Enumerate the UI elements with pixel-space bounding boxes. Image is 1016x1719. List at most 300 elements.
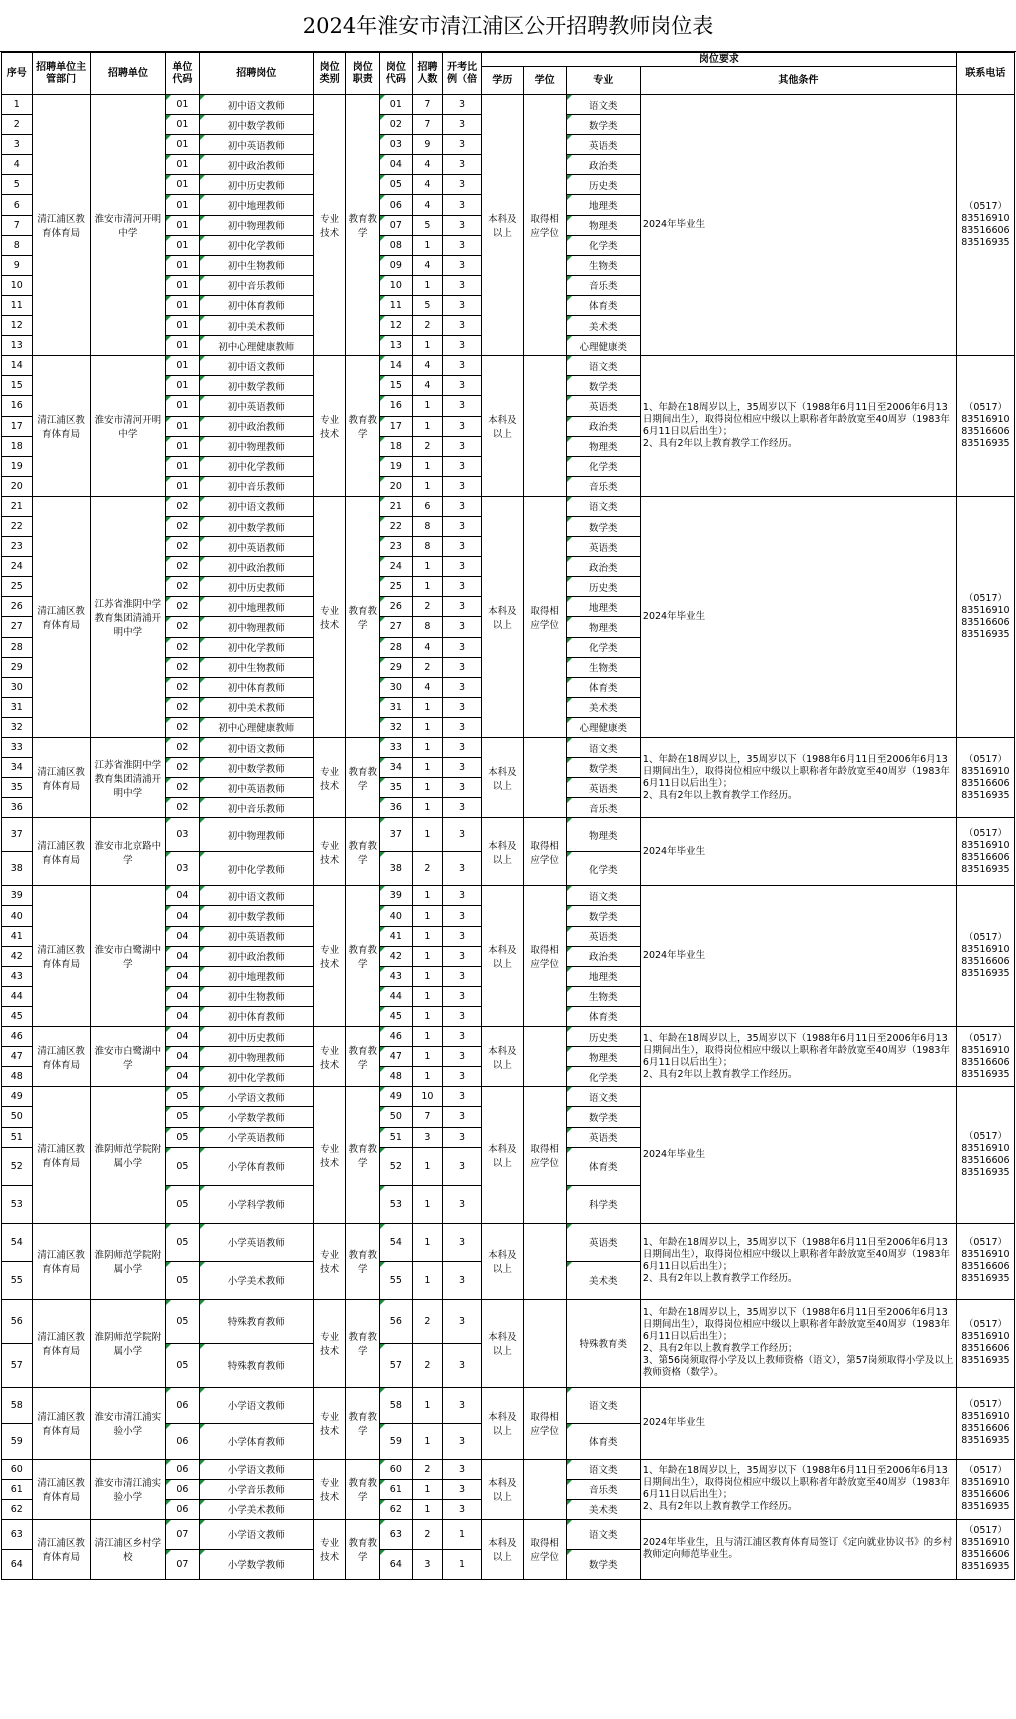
cell-post: 初中生物教师 — [199, 255, 313, 275]
cell-count: 1 — [412, 966, 443, 986]
cell-ratio: 3 — [443, 1027, 482, 1047]
cell-seq: 25 — [2, 577, 33, 597]
cell-count: 4 — [412, 195, 443, 215]
cell-unit-code: 01 — [166, 356, 200, 376]
cell-degree: 取得相应学位 — [523, 496, 566, 737]
cell-major: 化学类 — [566, 456, 640, 476]
cell-major: 历史类 — [566, 175, 640, 195]
cell-post: 小学音乐教师 — [199, 1479, 313, 1499]
cell-seq: 23 — [2, 537, 33, 557]
cell-unit-code: 04 — [166, 1067, 200, 1087]
cell-unit-code: 02 — [166, 577, 200, 597]
cell-dept: 清江浦区教育体育局 — [32, 818, 90, 886]
cell-post-code: 07 — [380, 215, 413, 235]
header-requirements: 岗位要求 — [481, 53, 956, 67]
cell-ratio: 3 — [443, 597, 482, 617]
cell-major: 美术类 — [566, 1499, 640, 1519]
cell-unit-code: 05 — [166, 1087, 200, 1107]
cell-dept: 清江浦区教育体育局 — [32, 356, 90, 497]
cell-unit-code: 01 — [166, 376, 200, 396]
cell-count: 1 — [412, 1261, 443, 1299]
cell-unit-code: 01 — [166, 336, 200, 356]
cell-count: 1 — [412, 986, 443, 1006]
cell-count: 1 — [412, 886, 443, 906]
cell-major: 英语类 — [566, 537, 640, 557]
cell-seq: 20 — [2, 476, 33, 496]
cell-major: 数学类 — [566, 906, 640, 926]
cell-unit-code: 05 — [166, 1127, 200, 1147]
cell-seq: 44 — [2, 986, 33, 1006]
cell-count: 3 — [412, 1549, 443, 1579]
cell-unit-code: 02 — [166, 778, 200, 798]
cell-other: 1、年龄在18周岁以上，35周岁以下（1988年6月11日至2006年6月13日期间出生），取得岗位相应中级以上职称者年龄放宽至40周岁（1983年6月11日以后出生）； 2、具有2年以上教育教学工作经历； 3、第56岗须取得小学及以上教师资格（语文），第57岗须取得小学及以上教师资格（数学）。 — [640, 1299, 956, 1387]
cell-edu: 本科及以上 — [481, 95, 523, 356]
cell-post-code: 46 — [380, 1027, 413, 1047]
cell-seq: 32 — [2, 717, 33, 737]
cell-dept: 清江浦区教育体育局 — [32, 738, 90, 818]
cell-count: 4 — [412, 255, 443, 275]
cell-unit: 淮阴师范学院附属小学 — [90, 1087, 165, 1223]
cell-post: 小学英语教师 — [199, 1223, 313, 1261]
cell-post: 初中语文教师 — [199, 738, 313, 758]
cell-count: 2 — [412, 1299, 443, 1343]
cell-post-code: 19 — [380, 456, 413, 476]
cell-count: 8 — [412, 537, 443, 557]
cell-dept: 清江浦区教育体育局 — [32, 1299, 90, 1387]
cell-count: 1 — [412, 456, 443, 476]
cell-post-code: 60 — [380, 1459, 413, 1479]
cell-unit: 淮安市白鹭湖中学 — [90, 886, 165, 1027]
cell-major: 英语类 — [566, 778, 640, 798]
cell-seq: 4 — [2, 155, 33, 175]
cell-post: 初中语文教师 — [199, 95, 313, 115]
cell-count: 2 — [412, 657, 443, 677]
cell-major: 政治类 — [566, 155, 640, 175]
cell-phone: （0517） 83516910 83516606 83516935 — [956, 1027, 1014, 1087]
cell-unit-code: 06 — [166, 1423, 200, 1459]
cell-dept: 清江浦区教育体育局 — [32, 95, 90, 356]
cell-edu: 本科及以上 — [481, 496, 523, 737]
header-category: 岗位类别 — [313, 53, 346, 95]
cell-ratio: 3 — [443, 717, 482, 737]
cell-count: 4 — [412, 677, 443, 697]
cell-ratio: 1 — [443, 1519, 482, 1549]
cell-post-code: 55 — [380, 1261, 413, 1299]
cell-phone: （0517） 83516910 83516606 83516935 — [956, 1087, 1014, 1223]
cell-edu: 本科及以上 — [481, 1459, 523, 1519]
cell-post: 初中体育教师 — [199, 677, 313, 697]
cell-major: 英语类 — [566, 396, 640, 416]
cell-seq: 35 — [2, 778, 33, 798]
cell-unit-code: 01 — [166, 416, 200, 436]
cell-post-code: 64 — [380, 1549, 413, 1579]
cell-count: 5 — [412, 215, 443, 235]
cell-post: 初中物理教师 — [199, 617, 313, 637]
cell-major: 体育类 — [566, 677, 640, 697]
cell-dept: 清江浦区教育体育局 — [32, 886, 90, 1027]
cell-seq: 17 — [2, 416, 33, 436]
cell-post-code: 44 — [380, 986, 413, 1006]
cell-count: 8 — [412, 516, 443, 536]
cell-ratio: 3 — [443, 1499, 482, 1519]
cell-post: 初中政治教师 — [199, 416, 313, 436]
cell-post: 初中体育教师 — [199, 1006, 313, 1026]
header-unit-code: 单位代码 — [166, 53, 200, 95]
cell-duty: 教育教学 — [346, 1387, 380, 1459]
cell-category: 专业技术 — [313, 496, 346, 737]
cell-unit-code: 05 — [166, 1223, 200, 1261]
cell-major: 美术类 — [566, 1261, 640, 1299]
cell-count: 1 — [412, 697, 443, 717]
cell-post-code: 33 — [380, 738, 413, 758]
cell-edu: 本科及以上 — [481, 1387, 523, 1459]
cell-count: 2 — [412, 316, 443, 336]
cell-degree: 取得相应学位 — [523, 818, 566, 886]
cell-ratio: 3 — [443, 818, 482, 852]
cell-post-code: 52 — [380, 1147, 413, 1185]
cell-ratio: 3 — [443, 1127, 482, 1147]
cell-count: 2 — [412, 436, 443, 456]
cell-unit-code: 04 — [166, 946, 200, 966]
cell-seq: 24 — [2, 557, 33, 577]
cell-seq: 33 — [2, 738, 33, 758]
cell-post-code: 12 — [380, 316, 413, 336]
cell-major: 美术类 — [566, 697, 640, 717]
cell-major: 语文类 — [566, 886, 640, 906]
cell-post-code: 08 — [380, 235, 413, 255]
cell-ratio: 3 — [443, 557, 482, 577]
cell-duty: 教育教学 — [346, 95, 380, 356]
cell-post-code: 17 — [380, 416, 413, 436]
cell-post: 初中心理健康教师 — [199, 717, 313, 737]
cell-post: 初中数学教师 — [199, 758, 313, 778]
cell-count: 7 — [412, 1107, 443, 1127]
cell-post: 特殊教育教师 — [199, 1343, 313, 1387]
cell-other: 1、年龄在18周岁以上，35周岁以下（1988年6月11日至2006年6月13日期间出生），取得岗位相应中级以上职称者年龄放宽至40周岁（1983年6月11日以后出生）； 2、具有2年以上教育教学工作经历。 — [640, 1223, 956, 1299]
cell-count: 1 — [412, 926, 443, 946]
cell-ratio: 3 — [443, 986, 482, 1006]
table-row — [2, 1387, 1015, 1423]
cell-unit-code: 01 — [166, 115, 200, 135]
cell-edu: 本科及以上 — [481, 738, 523, 818]
cell-unit-code: 04 — [166, 986, 200, 1006]
cell-count: 4 — [412, 356, 443, 376]
cell-ratio: 3 — [443, 657, 482, 677]
cell-seq: 10 — [2, 275, 33, 295]
cell-seq: 42 — [2, 946, 33, 966]
cell-count: 1 — [412, 1147, 443, 1185]
cell-ratio: 3 — [443, 295, 482, 315]
cell-post-code: 58 — [380, 1387, 413, 1423]
cell-major: 体育类 — [566, 1006, 640, 1026]
cell-ratio: 3 — [443, 577, 482, 597]
cell-dept: 清江浦区教育体育局 — [32, 496, 90, 737]
cell-post: 初中物理教师 — [199, 436, 313, 456]
cell-post: 小学语文教师 — [199, 1459, 313, 1479]
cell-post-code: 30 — [380, 677, 413, 697]
cell-unit-code: 01 — [166, 396, 200, 416]
cell-count: 1 — [412, 235, 443, 255]
cell-ratio: 3 — [443, 946, 482, 966]
cell-seq: 30 — [2, 677, 33, 697]
cell-count: 7 — [412, 115, 443, 135]
cell-ratio: 3 — [443, 1185, 482, 1223]
cell-post-code: 15 — [380, 376, 413, 396]
cell-post: 初中生物教师 — [199, 986, 313, 1006]
cell-post-code: 16 — [380, 396, 413, 416]
cell-post-code: 51 — [380, 1127, 413, 1147]
cell-major: 地理类 — [566, 195, 640, 215]
cell-count: 1 — [412, 557, 443, 577]
cell-post-code: 50 — [380, 1107, 413, 1127]
cell-dept: 清江浦区教育体育局 — [32, 1027, 90, 1087]
cell-edu: 本科及以上 — [481, 1223, 523, 1299]
cell-ratio: 3 — [443, 235, 482, 255]
cell-post-code: 14 — [380, 356, 413, 376]
table-row — [2, 1087, 1015, 1107]
cell-ratio: 3 — [443, 1299, 482, 1343]
cell-duty: 教育教学 — [346, 738, 380, 818]
cell-other: 2024年毕业生 — [640, 1387, 956, 1459]
cell-count: 1 — [412, 1047, 443, 1067]
cell-unit: 淮安市白鹭湖中学 — [90, 1027, 165, 1087]
cell-unit-code: 04 — [166, 926, 200, 946]
cell-post-code: 34 — [380, 758, 413, 778]
cell-count: 1 — [412, 738, 443, 758]
cell-count: 1 — [412, 577, 443, 597]
cell-ratio: 3 — [443, 738, 482, 758]
cell-ratio: 3 — [443, 677, 482, 697]
cell-unit-code: 06 — [166, 1499, 200, 1519]
cell-ratio: 3 — [443, 135, 482, 155]
cell-major: 体育类 — [566, 1147, 640, 1185]
cell-count: 8 — [412, 617, 443, 637]
cell-ratio: 3 — [443, 115, 482, 135]
cell-category: 专业技术 — [313, 886, 346, 1027]
cell-post: 初中化学教师 — [199, 235, 313, 255]
cell-unit-code: 02 — [166, 537, 200, 557]
table-row — [2, 95, 1015, 115]
cell-seq: 1 — [2, 95, 33, 115]
cell-major: 政治类 — [566, 946, 640, 966]
cell-major: 地理类 — [566, 966, 640, 986]
cell-post-code: 22 — [380, 516, 413, 536]
cell-unit: 淮阴师范学院附属小学 — [90, 1223, 165, 1299]
cell-count: 2 — [412, 1343, 443, 1387]
cell-unit-code: 01 — [166, 476, 200, 496]
cell-post-code: 62 — [380, 1499, 413, 1519]
header-phone: 联系电话 — [956, 53, 1014, 95]
cell-post: 小学语文教师 — [199, 1087, 313, 1107]
cell-post-code: 03 — [380, 135, 413, 155]
cell-post: 初中化学教师 — [199, 852, 313, 886]
cell-major: 美术类 — [566, 316, 640, 336]
cell-post: 初中音乐教师 — [199, 798, 313, 818]
table-row — [2, 738, 1015, 758]
cell-phone: （0517） 83516910 83516606 83516935 — [956, 738, 1014, 818]
cell-degree: 取得相应学位 — [523, 95, 566, 356]
cell-unit: 江苏省淮阴中学教育集团清浦开明中学 — [90, 496, 165, 737]
cell-dept: 清江浦区教育体育局 — [32, 1087, 90, 1223]
cell-major: 化学类 — [566, 235, 640, 255]
cell-major: 化学类 — [566, 637, 640, 657]
cell-count: 1 — [412, 818, 443, 852]
cell-duty: 教育教学 — [346, 1027, 380, 1087]
cell-duty: 教育教学 — [346, 1299, 380, 1387]
cell-count: 4 — [412, 155, 443, 175]
cell-ratio: 3 — [443, 537, 482, 557]
cell-category: 专业技术 — [313, 818, 346, 886]
cell-count: 1 — [412, 1006, 443, 1026]
cell-post-code: 39 — [380, 886, 413, 906]
cell-count: 2 — [412, 1459, 443, 1479]
cell-post: 初中心理健康教师 — [199, 336, 313, 356]
cell-post: 初中地理教师 — [199, 966, 313, 986]
cell-post-code: 45 — [380, 1006, 413, 1026]
cell-post: 初中物理教师 — [199, 1047, 313, 1067]
cell-major: 语文类 — [566, 1459, 640, 1479]
cell-seq: 3 — [2, 135, 33, 155]
cell-ratio: 3 — [443, 1343, 482, 1387]
cell-count: 1 — [412, 416, 443, 436]
cell-unit: 淮安市清江浦实验小学 — [90, 1459, 165, 1519]
cell-count: 4 — [412, 175, 443, 195]
cell-ratio: 3 — [443, 356, 482, 376]
cell-post: 初中历史教师 — [199, 577, 313, 597]
cell-ratio: 3 — [443, 886, 482, 906]
cell-seq: 61 — [2, 1479, 33, 1499]
cell-unit-code: 07 — [166, 1519, 200, 1549]
cell-post: 初中化学教师 — [199, 1067, 313, 1087]
cell-unit-code: 02 — [166, 758, 200, 778]
header-post: 招聘岗位 — [199, 53, 313, 95]
cell-ratio: 3 — [443, 456, 482, 476]
cell-unit-code: 01 — [166, 155, 200, 175]
cell-major: 特殊教育类 — [566, 1299, 640, 1387]
cell-degree: 取得相应学位 — [523, 886, 566, 1027]
cell-seq: 63 — [2, 1519, 33, 1549]
cell-major: 化学类 — [566, 852, 640, 886]
cell-degree — [523, 1027, 566, 1087]
cell-post: 初中英语教师 — [199, 396, 313, 416]
cell-unit-code: 02 — [166, 697, 200, 717]
cell-unit-code: 02 — [166, 637, 200, 657]
cell-degree: 取得相应学位 — [523, 1387, 566, 1459]
table-row — [2, 1223, 1015, 1261]
cell-phone: （0517） 83516910 83516606 83516935 — [956, 1299, 1014, 1387]
cell-post: 初中数学教师 — [199, 516, 313, 536]
cell-post-code: 53 — [380, 1185, 413, 1223]
cell-unit-code: 01 — [166, 135, 200, 155]
cell-duty: 教育教学 — [346, 1087, 380, 1223]
cell-edu: 本科及以上 — [481, 1519, 523, 1579]
cell-major: 数学类 — [566, 516, 640, 536]
cell-count: 1 — [412, 1067, 443, 1087]
cell-unit-code: 01 — [166, 456, 200, 476]
cell-seq: 29 — [2, 657, 33, 677]
cell-count: 1 — [412, 946, 443, 966]
cell-other: 1、年龄在18周岁以上，35周岁以下（1988年6月11日至2006年6月13日期间出生），取得岗位相应中级以上职称者年龄放宽至40周岁（1983年6月11日以后出生）； 2、具有2年以上教育教学工作经历。 — [640, 1459, 956, 1519]
cell-unit-code: 04 — [166, 1006, 200, 1026]
cell-count: 1 — [412, 1499, 443, 1519]
cell-other: 2024年毕业生 — [640, 1087, 956, 1223]
cell-seq: 51 — [2, 1127, 33, 1147]
cell-post: 小学数学教师 — [199, 1107, 313, 1127]
cell-major: 体育类 — [566, 1423, 640, 1459]
cell-duty: 教育教学 — [346, 1519, 380, 1579]
cell-unit-code: 01 — [166, 175, 200, 195]
cell-seq: 26 — [2, 597, 33, 617]
header-degree: 学位 — [523, 67, 566, 95]
cell-major: 数学类 — [566, 376, 640, 396]
cell-ratio: 3 — [443, 1261, 482, 1299]
cell-post: 初中语文教师 — [199, 886, 313, 906]
cell-unit-code: 07 — [166, 1549, 200, 1579]
cell-duty: 教育教学 — [346, 496, 380, 737]
cell-unit-code: 01 — [166, 255, 200, 275]
cell-ratio: 3 — [443, 1223, 482, 1261]
cell-major: 体育类 — [566, 295, 640, 315]
header-unit: 招聘单位 — [90, 53, 165, 95]
cell-major: 英语类 — [566, 135, 640, 155]
cell-ratio: 3 — [443, 906, 482, 926]
cell-count: 1 — [412, 1185, 443, 1223]
cell-post: 初中音乐教师 — [199, 275, 313, 295]
cell-count: 2 — [412, 1519, 443, 1549]
cell-post-code: 02 — [380, 115, 413, 135]
cell-other: 1、年龄在18周岁以上，35周岁以下（1988年6月11日至2006年6月13日期间出生），取得岗位相应中级以上职称者年龄放宽至40周岁（1983年6月11日以后出生）； 2、具有2年以上教育教学工作经历。 — [640, 1027, 956, 1087]
cell-post-code: 23 — [380, 537, 413, 557]
header-dept: 招聘单位主管部门 — [32, 53, 90, 95]
cell-edu: 本科及以上 — [481, 886, 523, 1027]
cell-major: 政治类 — [566, 557, 640, 577]
cell-count: 1 — [412, 336, 443, 356]
cell-major: 历史类 — [566, 577, 640, 597]
cell-count: 1 — [412, 1027, 443, 1047]
cell-post: 小学数学教师 — [199, 1549, 313, 1579]
cell-edu: 本科及以上 — [481, 1087, 523, 1223]
cell-post-code: 32 — [380, 717, 413, 737]
cell-post: 小学语文教师 — [199, 1387, 313, 1423]
cell-seq: 39 — [2, 886, 33, 906]
cell-other: 2024年毕业生 — [640, 886, 956, 1027]
cell-post-code: 57 — [380, 1343, 413, 1387]
cell-major: 语文类 — [566, 356, 640, 376]
cell-post-code: 11 — [380, 295, 413, 315]
cell-post: 初中政治教师 — [199, 155, 313, 175]
cell-category: 专业技术 — [313, 1223, 346, 1299]
cell-ratio: 3 — [443, 1087, 482, 1107]
cell-post-code: 38 — [380, 852, 413, 886]
cell-count: 4 — [412, 376, 443, 396]
cell-seq: 15 — [2, 376, 33, 396]
cell-edu: 本科及以上 — [481, 818, 523, 886]
cell-unit-code: 02 — [166, 516, 200, 536]
cell-ratio: 3 — [443, 1479, 482, 1499]
cell-major: 音乐类 — [566, 275, 640, 295]
cell-unit-code: 03 — [166, 852, 200, 886]
cell-major: 物理类 — [566, 617, 640, 637]
cell-ratio: 3 — [443, 617, 482, 637]
cell-post: 初中历史教师 — [199, 175, 313, 195]
cell-post: 小学美术教师 — [199, 1261, 313, 1299]
cell-count: 1 — [412, 1479, 443, 1499]
cell-post: 初中数学教师 — [199, 376, 313, 396]
cell-post: 初中化学教师 — [199, 637, 313, 657]
cell-major: 地理类 — [566, 597, 640, 617]
cell-unit: 淮安市北京路中学 — [90, 818, 165, 886]
cell-major: 英语类 — [566, 926, 640, 946]
